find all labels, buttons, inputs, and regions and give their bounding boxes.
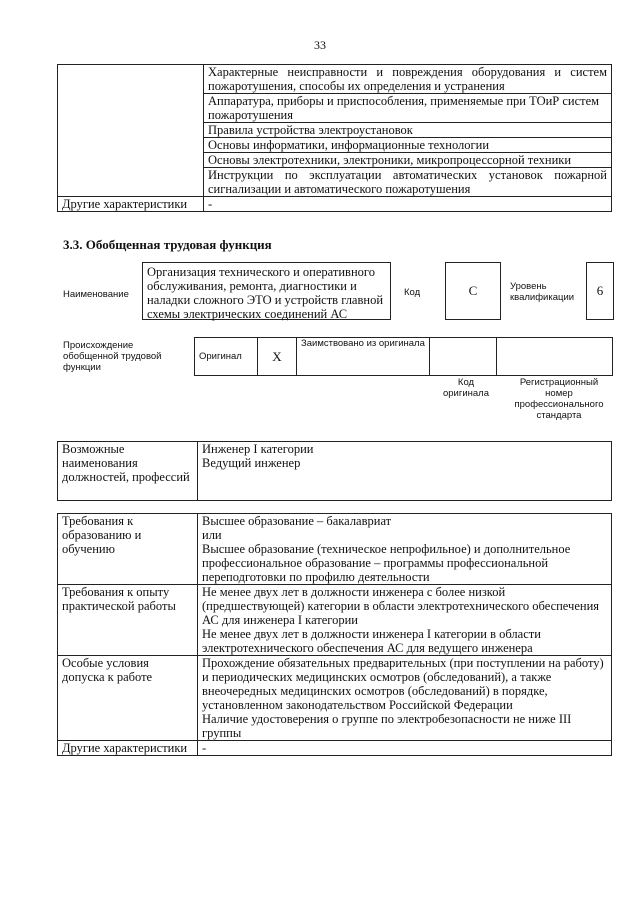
experience-label: Требования к опыту практической работы — [58, 585, 198, 656]
other-characteristics-value: - — [204, 197, 612, 212]
knowledge-item: Характерные неисправности и повреждения оборудования и систем пожаротушения, способы их определения и устранения — [204, 65, 612, 94]
knowledge-table — [57, 64, 612, 212]
page-number: 33 — [314, 38, 326, 52]
knowledge-item: Основы информатики, информационные технологии — [204, 138, 612, 153]
admission-line: Наличие удостоверения о группе по электробезопасности не ниже III группы — [202, 712, 572, 740]
level-value: 6 — [586, 262, 614, 320]
origin-label: Происхождение обобщенной трудовой функции — [63, 340, 162, 373]
requirements-table — [57, 513, 612, 756]
education-line: Высшее образование (техническое непрофильное) и дополнительное профессиональное образование – программы профессиональной переподготовки по профилю деятельности — [202, 542, 571, 584]
knowledge-item: Инструкции по эксплуатации автоматических установок пожарной сигнализации и автоматического пожаротушения — [204, 168, 612, 197]
position-item: Ведущий инженер — [202, 456, 301, 470]
other-requirements-label: Другие характеристики — [58, 741, 198, 756]
name-label: Наименование — [63, 289, 129, 300]
admission-values — [198, 656, 612, 741]
registration-caption: Регистрационный номер профессионального стандарта — [514, 377, 604, 421]
education-line: Высшее образование – бакалавриат — [202, 514, 392, 528]
experience-values — [198, 585, 612, 656]
positions-values — [198, 442, 612, 501]
other-requirements-value: - — [198, 741, 612, 756]
section-title: 3.3. Обобщенная трудовая функция — [63, 237, 272, 252]
knowledge-item: Основы электротехники, электроники, микропроцессорной техники — [204, 153, 612, 168]
function-name-value: Организация технического и оперативного обслуживания, ремонта, диагностики и наладки сложного ЭТО и устройств главной схемы электрических соединений АС — [142, 262, 391, 320]
admission-line: Прохождение обязательных предварительных (при поступлении на работу) и периодических медицинских осмотров (обследований), а также внеочередных медицинских осмотров (обследований) в порядке, установленном законодательством Российской Федерации — [202, 656, 604, 712]
positions-table — [57, 441, 612, 501]
education-line: или — [202, 528, 222, 542]
knowledge-item: Правила устройства электроустановок — [204, 123, 612, 138]
experience-line: Не менее двух лет в должности инженера I категории в области электротехнического обеспечения АС для ведущего инженера — [202, 627, 541, 655]
knowledge-left-cell — [58, 65, 204, 197]
borrowed-label: Заимствовано из оригинала — [297, 338, 430, 376]
function-code-value: C — [445, 262, 501, 320]
education-values — [198, 514, 612, 585]
original-mark: X — [258, 338, 297, 376]
original-label: Оригинал — [195, 338, 258, 376]
education-label: Требования к образованию и обучению — [58, 514, 198, 585]
other-characteristics-label: Другие характеристики — [58, 197, 204, 212]
registration-number-cell — [497, 338, 613, 376]
origin-table — [194, 337, 613, 376]
original-code-caption: Код оригинала — [442, 377, 489, 399]
knowledge-item: Аппаратура, приборы и приспособления, применяемые при ТОиР систем пожаротушения — [204, 94, 612, 123]
positions-label: Возможные наименования должностей, профессий — [58, 442, 198, 501]
admission-label: Особые условия допуска к работе — [58, 656, 198, 741]
level-label: Уровень квалификации — [510, 281, 575, 303]
code-label: Код — [404, 287, 421, 298]
position-item: Инженер I категории — [202, 442, 314, 456]
original-code-cell — [430, 338, 497, 376]
experience-line: Не менее двух лет в должности инженера с более низкой (предшествующей) категории в области электротехнического обеспечения АС для инженера I категории — [202, 585, 600, 627]
